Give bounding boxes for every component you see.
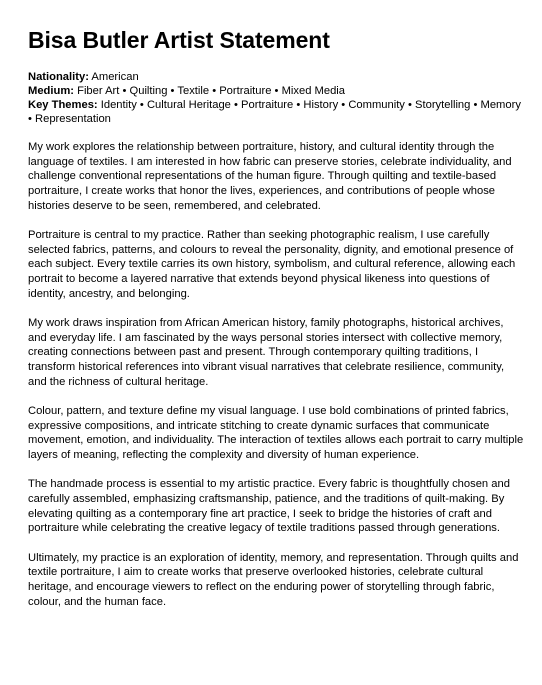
paragraph: Portraiture is central to my practice. Rather than seeking photographic realism, I use carefully selected fabrics, patterns, and colours to reveal the personality, dignity, and emotional presence of each subject. Every textile carries its own history, symbolism, and cultural reference, allowing each portrait to become a layered narrative that extends beyond physical likeness into questions of identity, ancestry, and belonging. [28, 229, 516, 300]
meta-nationality-value: American [91, 71, 139, 83]
document-page [28, 26, 524, 624]
meta-key-themes-value: Identity • Cultural Heritage • Portraiture • History • Community • Storytelling • Memory • Representation [28, 99, 521, 125]
paragraph: My work draws inspiration from African American history, family photographs, historical archives, and everyday life. I am fascinated by the ways personal stories intersect with collective memory, creating connections between past and present. Through contemporary quilting traditions, I transform historical references into vibrant visual narratives that celebrate resilience, community, and the richness of cultural heritage. [28, 317, 505, 388]
paragraph: Ultimately, my practice is an exploration of identity, memory, and representation. Through quilts and textile portraiture, I aim to create works that preserve overlooked histories, celebrate cultural heritage, and encourage viewers to reflect on the enduring power of storytelling through fabric, colour, and the human face. [28, 551, 519, 608]
meta-key-themes [28, 98, 524, 126]
meta-key-themes-label: Key Themes: [28, 99, 98, 111]
paragraph: Colour, pattern, and texture define my visual language. I use bold combinations of printed fabrics, expressive compositions, and intricate stitching to create dynamic surfaces that communicate movement, emotion, and individuality. The interaction of textiles allows each portrait to carry multiple layers of meaning, reflecting the complexity and diversity of human experience. [28, 405, 524, 462]
meta-medium-value: Fiber Art • Quilting • Textile • Portraiture • Mixed Media [77, 85, 346, 97]
meta-nationality [28, 70, 524, 84]
paragraph: My work explores the relationship between portraiture, history, and cultural identity through the language of textiles. I am interested in how fabric can preserve stories, celebrate individuality, and challenge conventional representations of the human figure. Through quilting and textile-based portraiture, I create works that honor the lives, experiences, and contributions of people whose histories deserve to be seen, remembered, and celebrated. [28, 141, 512, 212]
meta-nationality-label: Nationality: [28, 71, 89, 83]
meta-medium-label: Medium: [28, 85, 74, 97]
document-title: Bisa Butler Artist Statement [28, 27, 330, 53]
meta-medium [28, 84, 524, 98]
metadata-block [28, 70, 524, 126]
paragraph: The handmade process is essential to my artistic practice. Every fabric is thoughtfully chosen and carefully assembled, emphasizing craftsmanship, patience, and the traditions of quilt-making. By elevating quilting as a contemporary fine art practice, I seek to bridge the histories of craft and portraiture while celebrating the creative legacy of textile traditions passed through generations. [28, 478, 510, 535]
